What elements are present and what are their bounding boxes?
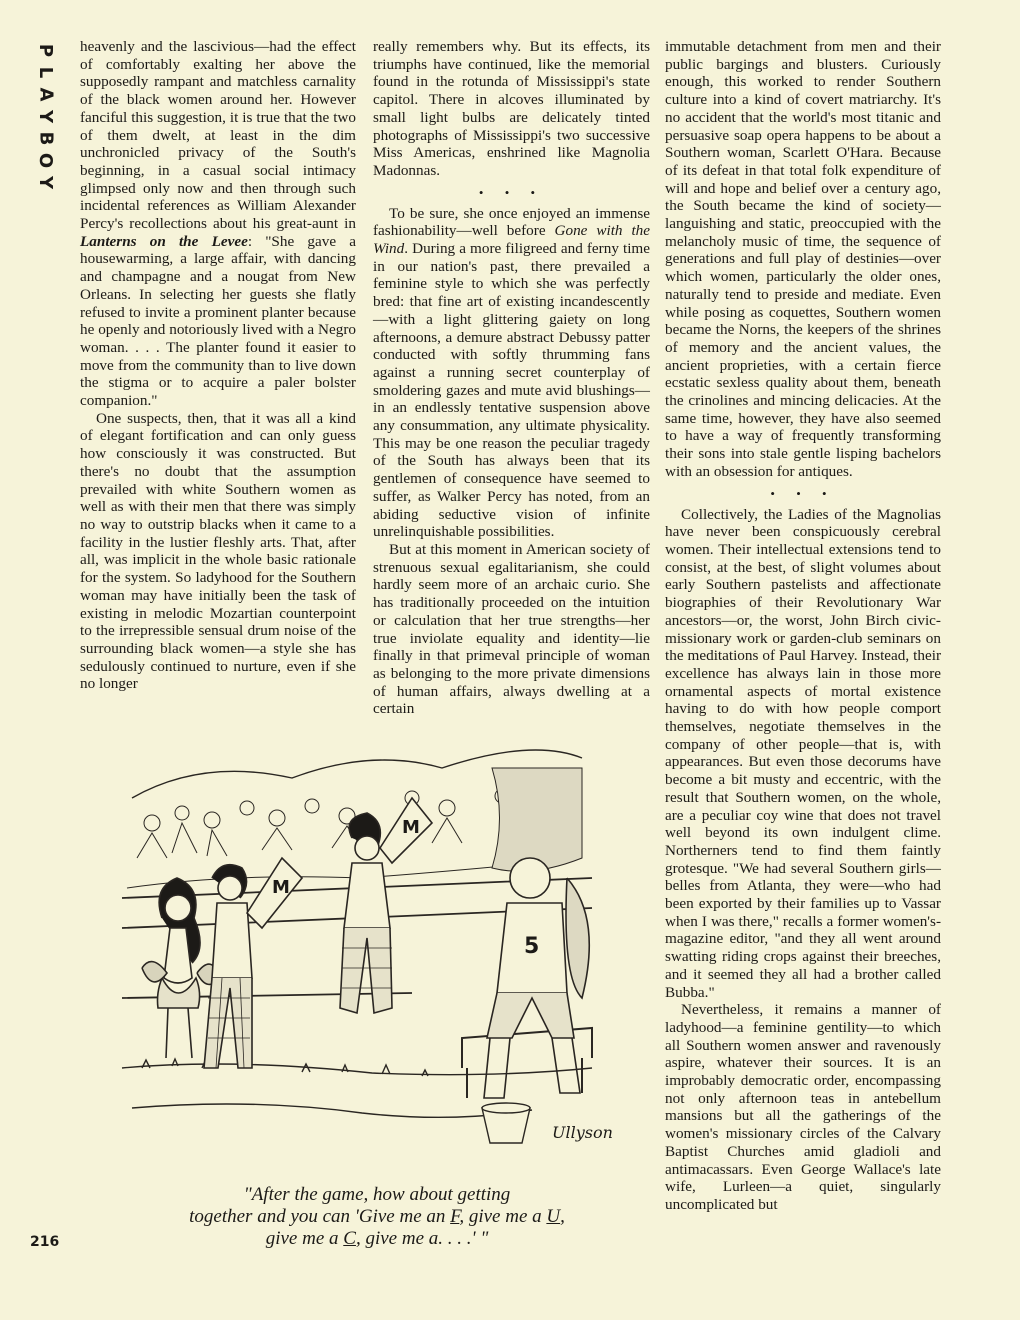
megaphone-letter: M [272,877,290,898]
jacket [566,878,589,998]
paragraph: Collectively, the Ladies of the Magnolias have never been conspicuously cerebral women. Their intellectual extensions tend to consist, at the best, of slight volumes about early Southern pastelists and affectionate biographies of their Revolutionary War ancestors—or, the worst, John Birch civic-missionary work or garden-club seminars on the meditations of Paul Harvey. Instead, their excellence has always lain in those more ornamental aspects of mortal existence having to do with how people comport themselves, negotiate themselves in the company of other people—that is, with appearances. But even those decorums have become a bit musty and eccentric, with the result that Southern women, on the whole, are a peculiar coy wine that does not travel well beyond its own indulgent clime. Northerners tend to find them faintly grotesque. "We had several Southern girls—belles from Atlanta, they were—who had been exported by their families up to Vassar when I was there," recalls a former women's-magazine editor, "and they all went around swatting riding crops against their breeches, and it seemed they all had a brother called Bubba." [665,505,941,1001]
paragraph: One suspects, then, that it was all a kind of elegant fortification and can only guess how consciously it was constructed. But there's no doubt that the assumption prevailed with white Southern women as well as with their men that there was simply no way to outstrip blacks when it came to a facility in the lustier fleshly arts. That, after all, was implicit in the whole basic rationale for the system. So ladyhood for the Southern woman may have initially been the task of existing in melodic Mozartian counterpoint to the irrepressible sensual drum noise of the surrounding black women—a style she has sedulously continued to nurture, even if she no longer [80,409,356,693]
paragraph: really remembers why. But its effects, its triumphs have continued, like the memorial found in the rotunda of Mississippi's state capitol. There in alcoves illuminated by small light bulbs are delicately tinted photographs of Mississippi's two successive Miss Americas, enshrined like Magnolia Madonnas. [373,38,650,179]
paragraph: Nevertheless, it remains a manner of ladyhood—a feminine gentility—to which all Southern women answer and ravenously aspire, whatever their sources. It is an improbably democratic order, encompassing not only afternoon teas in antebellum mansions but all the gatherings of the women's missionary circles of the Calvary Baptist Churches amid gladioli and antimacassars. Even George Wallace's late wife, Lurleen—a quiet, singularly uncomplicated but [665,1001,941,1213]
masthead-letter: Y [34,175,56,191]
paragraph: immutable detachment from men and their public bargings and blusters. Curiously enough, this worked to render Southern culture into a kind of covert matriarchy. It's no accident that the world's most titanic and persuasive soap opera happens to be about a Southern woman, Scarlett O'Hara. Because of its defeat in that total folk expenditure of will and hope and belief over a century ago, the South became the kind of society—languishing and static, preoccupied with the melancholy music of time, the sequence of generations and full play of destinies—over which women, particularly the older ones, naturally tend to preside and mediate. Even while posing as coquettes, Southern women became the Norns, the keepers of the shrines of memory and the ancient values, the ancient proprieties, with a certain fierce ecstatic sexless quality about them, beneath the crinolines and mincing delicacies. At the same time, however, they have also seemed to have a way of frequently transforming their sons into stale gentle lisping bachelors with an obsession for antiques. [665,38,941,480]
book-title: Gone with the Wind [373,222,650,258]
masthead-letter: A [35,87,56,103]
paragraph: To be sure, she once enjoyed an immense fashionability—well before Gone with the Wind. During a more filigreed and ferny time in our nation's past, there prevailed a feminine style to which she was perfectly bred: that fine art of existing incandescently—with a light glittering gaiety on long afternoons, a demure abstract Debussy patter conducted with softly thrumming fans against a running secret counterplay of smoldering gazes and mute avid blushings—in an endlessly tentative suspension above any consummation, any ultimate physicality. This may be one reason the peculiar tragedy of the South has always been that its gentlemen of consequence have seemed to suffer, as Walker Percy has noted, from an abiding seductive vision of infinite unrelinquishable possibilities. [373,204,650,541]
book-title: Lanterns on the Levee [80,232,248,250]
masthead-letter: L [34,66,56,80]
jersey-number: 5 [524,934,540,959]
cartoon-illustration [112,738,642,1158]
masthead-letter: B [34,131,56,147]
masthead-letter: Y [34,109,56,125]
article-column-3 [665,38,941,1214]
paragraph: heavenly and the lascivious—had the effect of comfortably exalting her above the supposedly rampant and matchless carnality of the black women around her. However fanciful this suggestion, it is true that the two of them dwelt, at least in the dim unchronicled privacy of the South's beginning, in a casual social intimacy glimpsed only now and then through such incidental references as William Alexander Percy's recollections about his great-aunt in Lanterns on the Levee: "She gave a housewarming, a large affair, with dancing and champagne and a nougat from New Orleans. In selecting her guests she flatly refused to invite a prominent planter because he openly and notoriously lived with a Negro woman. . . . The planter found it easier to move from the community than to live down the stigma or to acquire a paler bolster companion." [80,38,356,410]
article-column-1 [80,38,356,693]
masthead-letter: P [34,43,56,59]
masthead-playboy [30,40,60,194]
water-bucket [482,1103,530,1143]
artist-signature: Ullyson [552,1123,613,1142]
paragraph: But at this moment in American society of strenuous sexual egalitarianism, she could hardly seem more of an archaic curio. She has traditionally proceeded on the intuition or calculation that her true strengths—her true inviolate equality and identity—lie finally in that primeval principle of woman as belonging to the more private dimensions of human affairs, always dwelling at a certain [373,540,650,718]
masthead-letter: O [35,152,56,170]
article-column-2 [373,38,650,718]
section-break: • • • [770,485,836,501]
field-grass [122,1064,592,1075]
cartoon-caption: "After the game, how about getting together and you can 'Give me an F, give me a U, give me a C, give me a. . . .' " [189,1184,565,1249]
section-break: • • • [478,184,545,200]
page-number: 216 [30,1234,60,1250]
megaphone-letter: M [402,817,420,838]
football-player [462,858,592,1098]
